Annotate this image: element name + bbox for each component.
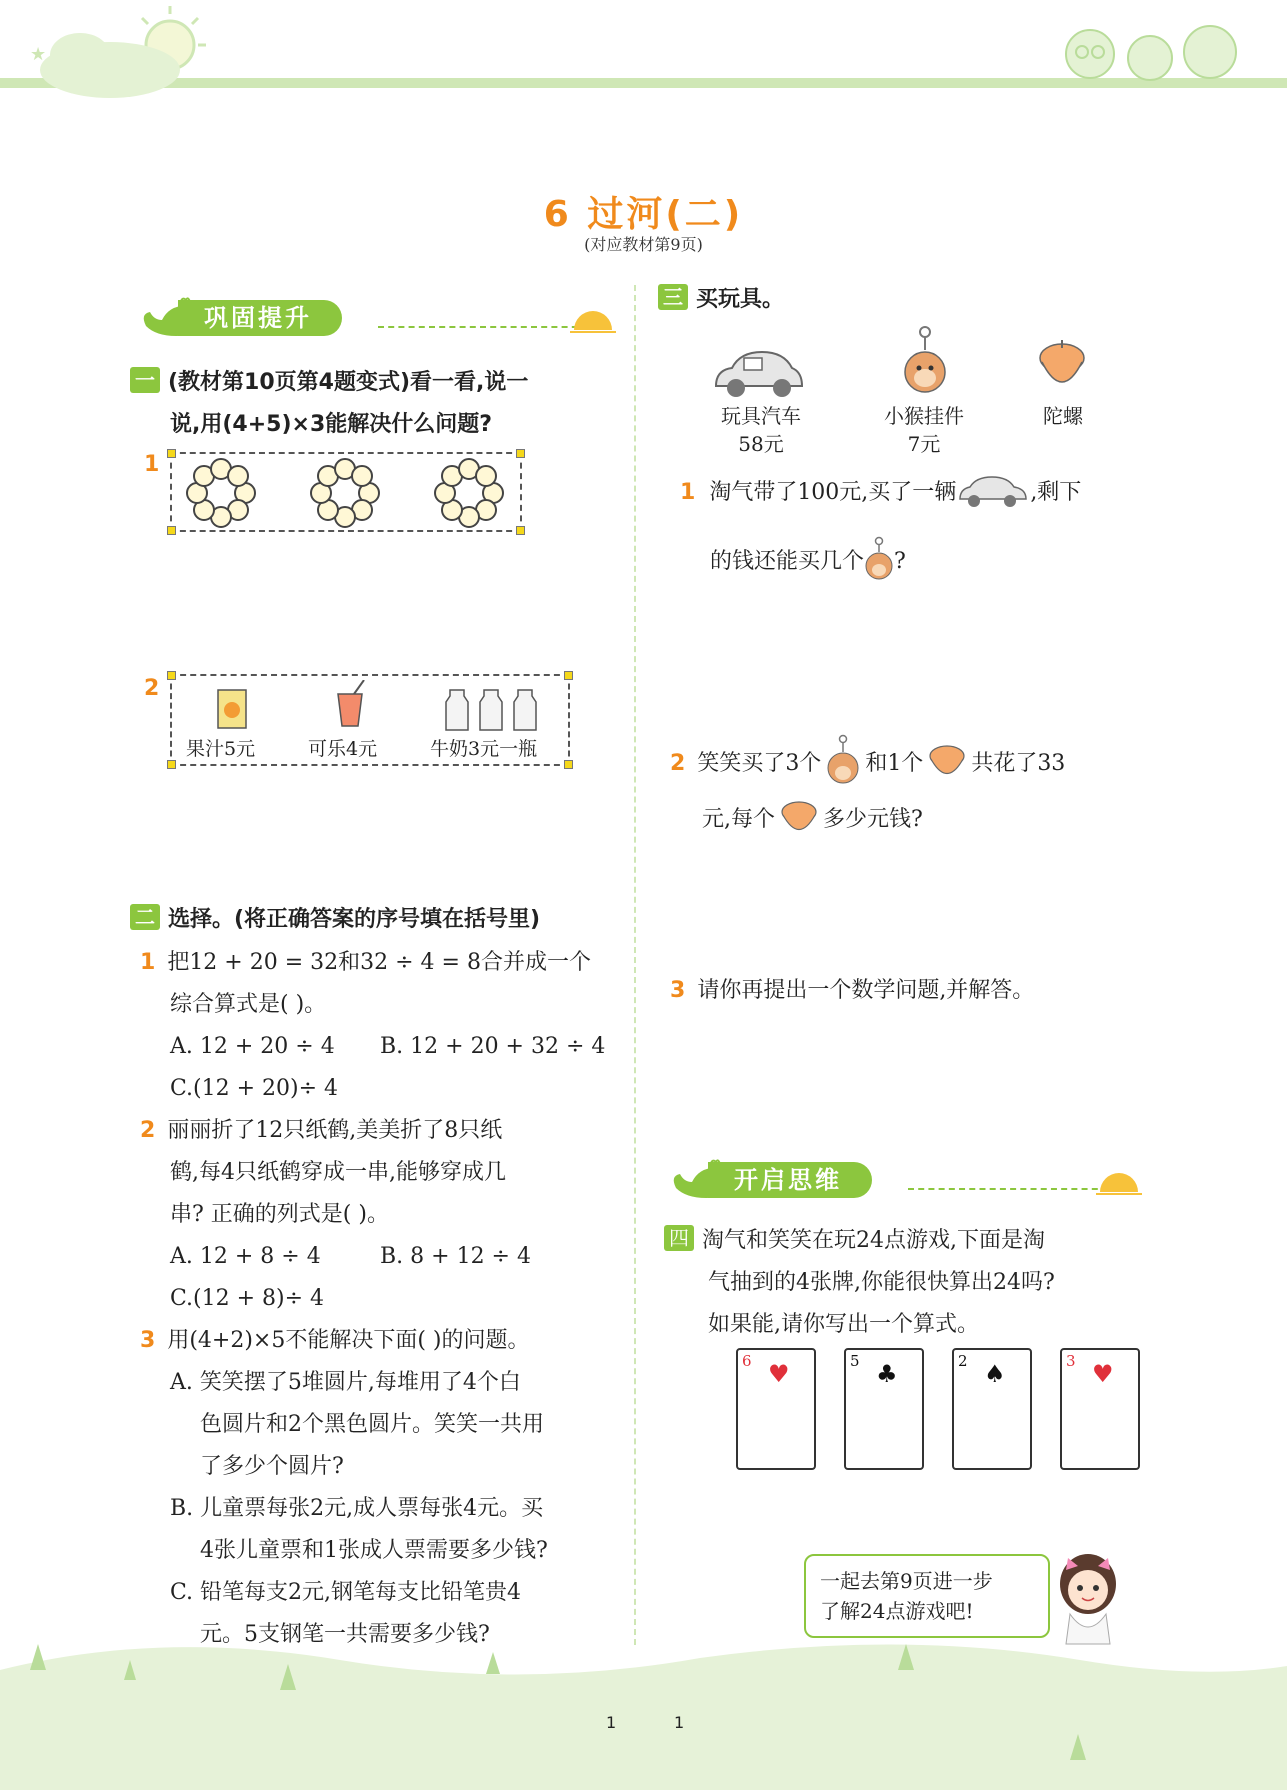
section4-line1: 淘气和笑笑在玩24点游戏,下面是淘 — [702, 1228, 1045, 1253]
q3-option-c-line2: 元。5支钢笔一共需要多少钱? — [200, 1622, 490, 1647]
section3-q2-line2 — [702, 798, 1142, 841]
section4 — [664, 1220, 1154, 1346]
circles-group-box — [170, 452, 522, 532]
banner-consolidate-label: 巩固提升 — [178, 300, 342, 336]
q3-number: 3 — [140, 1328, 156, 1353]
section3-heading-text: 买玩具。 — [696, 287, 785, 312]
drink-milk-label: 牛奶3元一瓶 — [430, 738, 538, 760]
card-suit: ♥ — [768, 1360, 790, 1388]
s3-q2-line1c: 共花了33 — [971, 751, 1066, 776]
toy-car-name: 玩具汽车 — [721, 404, 801, 428]
monkey-pendant-icon — [864, 536, 894, 582]
circle-ring — [184, 458, 254, 526]
banner-thinking — [660, 1158, 1150, 1204]
card-rank: 5 — [850, 1352, 860, 1370]
toy-car-icon — [710, 346, 806, 402]
section1-item2-number: 2 — [144, 676, 160, 701]
q2-number: 2 — [140, 1118, 156, 1143]
q3-option-a-line2: 色圆片和2个黑色圆片。笑笑一共用 — [200, 1412, 544, 1437]
drink-juice-label: 果汁5元 — [186, 738, 256, 760]
s3-q1-line1a: 淘气带了100元,买了一辆 — [709, 480, 957, 505]
q3-option-a-line3: 了多少个圆片? — [200, 1454, 344, 1479]
q2-line2: 鹤,每4只纸鹤穿成一串,能够穿成几 — [170, 1160, 506, 1185]
hint-line1: 一起去第9页进一步 — [820, 1569, 993, 1593]
circle-ring — [308, 458, 378, 526]
box-handle — [516, 526, 525, 535]
s3-q2-line2a: 元,每个 — [702, 807, 775, 832]
svg-text:★: ★ — [30, 44, 47, 65]
monkey-pendant-name: 小猴挂件 — [884, 404, 964, 428]
counter-circle — [227, 465, 249, 487]
card-rank: 6 — [742, 1352, 752, 1370]
monkey-pendant-icon — [825, 734, 861, 786]
card-suit: ♥ — [1092, 1360, 1114, 1388]
s3-q1-line2b: ? — [894, 549, 906, 574]
q1-option-c: C.(12 + 20)÷ 4 — [170, 1076, 339, 1101]
sunset-icon — [570, 304, 616, 334]
box-handle — [167, 526, 176, 535]
column-divider — [634, 285, 636, 1645]
circle-ring — [432, 458, 502, 526]
playing-card — [1060, 1348, 1140, 1470]
section2-heading-text: 选择。(将正确答案的序号填在括号里) — [168, 907, 541, 932]
section3-heading — [658, 282, 784, 318]
spinning-top-name: 陀螺 — [1043, 404, 1083, 428]
s3-q2-number: 2 — [670, 751, 686, 776]
toy-car-icon — [956, 473, 1030, 509]
hint-line2: 了解24点游戏吧! — [820, 1599, 974, 1623]
q1-line2: 综合算式是( )。 — [170, 992, 327, 1017]
drink-cola-label: 可乐4元 — [308, 738, 378, 760]
q1-number: 1 — [140, 950, 156, 975]
s3-q1-number: 1 — [680, 480, 696, 505]
section1-heading — [130, 362, 620, 446]
q2-option-a: A. 12 + 8 ÷ 4 — [170, 1244, 321, 1269]
section3-q1 — [680, 472, 1150, 514]
sunset-icon — [1096, 1166, 1142, 1196]
counter-circle — [351, 465, 373, 487]
spinning-top-icon — [927, 742, 967, 782]
section3-q2 — [670, 734, 1150, 786]
milk-bottles-icon — [444, 680, 544, 732]
page-number-left: 1 — [606, 1713, 617, 1732]
box-handle — [167, 449, 176, 458]
q2-line3: 串? 正确的列式是( )。 — [170, 1202, 389, 1227]
s3-q2-line2b: 多少元钱? — [823, 807, 923, 832]
section2-questions — [140, 942, 620, 1656]
s3-q3-text: 请你再提出一个数学问题,并解答。 — [697, 978, 1035, 1003]
section4-line2: 气抽到的4张牌,你能很快算出24吗? — [708, 1270, 1055, 1295]
toy-car-price: 58元 — [738, 432, 784, 456]
s3-q1-line2a: 的钱还能买几个 — [710, 549, 865, 574]
q1-option-b: B. 12 + 20 + 32 ÷ 4 — [380, 1034, 606, 1059]
card-rank: 3 — [1066, 1352, 1076, 1370]
q2-line1: 丽丽折了12只纸鹤,美美折了8只纸 — [167, 1118, 503, 1143]
card-rank: 2 — [958, 1352, 968, 1370]
playing-card — [736, 1348, 816, 1470]
q2-option-c: C.(12 + 8)÷ 4 — [170, 1286, 325, 1311]
q1-line1: 把12 + 20 = 32和32 ÷ 4 = 8合并成一个 — [167, 950, 591, 975]
box-handle — [564, 671, 573, 680]
s3-q2-line1b: 和1个 — [865, 751, 924, 776]
box-handle — [167, 671, 176, 680]
q3-option-c-line1: C. 铅笔每支2元,钢笔每支比铅笔贵4 — [170, 1580, 522, 1605]
counter-circle — [475, 465, 497, 487]
section3-q1-line2 — [710, 536, 1150, 583]
q3-line1: 用(4+2)×5不能解决下面( )的问题。 — [167, 1328, 530, 1353]
section1-icon: 一 — [130, 367, 160, 393]
section1-line1: (教材第10页第4题变式)看一看,说一 — [168, 370, 529, 395]
card-suit: ♣ — [876, 1360, 898, 1388]
banner-dash-line — [378, 326, 588, 328]
q1-option-a: A. 12 + 20 ÷ 4 — [170, 1034, 335, 1059]
monkey-pendant-icon — [900, 324, 950, 400]
box-handle — [167, 760, 176, 769]
page-number-right: 1 — [674, 1713, 685, 1732]
section3-q3 — [670, 970, 1150, 1012]
sun-cloud-icon — [20, 0, 210, 110]
spinning-top-icon — [779, 798, 819, 838]
cola-cup-icon — [330, 680, 370, 730]
section1-item1-number: 1 — [144, 452, 160, 477]
section1-line2: 说,用(4+5)×3能解决什么问题? — [170, 412, 493, 437]
monkey-pendant-price: 7元 — [907, 432, 941, 456]
s3-q1-line1b: ,剩下 — [1030, 480, 1082, 505]
section4-line3: 如果能,请你写出一个算式。 — [708, 1312, 979, 1337]
section2-icon: 二 — [130, 904, 160, 930]
drinks-box — [170, 674, 570, 766]
monkey-pendant-label — [866, 402, 982, 458]
playing-card — [844, 1348, 924, 1470]
banner-thinking-label: 开启思维 — [708, 1162, 872, 1198]
juice-box-icon — [212, 684, 252, 730]
q2-option-b: B. 8 + 12 ÷ 4 — [380, 1244, 531, 1269]
q3-option-a-line1: A. 笑笑摆了5堆圆片,每堆用了4个白 — [170, 1370, 521, 1395]
toy-car-label — [706, 402, 816, 458]
s3-q2-line1a: 笑笑买了3个 — [697, 751, 822, 776]
banner-consolidate — [130, 296, 620, 342]
footer-hills — [0, 1630, 1287, 1790]
s3-q3-number: 3 — [670, 978, 686, 1003]
spinning-top-label — [1018, 402, 1108, 430]
box-handle — [516, 449, 525, 458]
banner-dash-line — [908, 1188, 1108, 1190]
page-subtitle: (对应教材第9页) — [584, 235, 703, 254]
section2-heading — [130, 900, 540, 940]
playing-card — [952, 1348, 1032, 1470]
q3-option-b-line1: B. 儿童票每张2元,成人票每张4元。买 — [170, 1496, 544, 1521]
section4-icon: 四 — [664, 1225, 694, 1251]
hint-bubble — [804, 1554, 1050, 1638]
spinning-top-icon — [1036, 336, 1088, 394]
section3-icon: 三 — [658, 284, 688, 310]
animal-friends-icon — [1050, 14, 1250, 84]
q3-option-b-line2: 4张儿童票和1张成人票需要多少钱? — [200, 1538, 548, 1563]
page-title: 6 过河(二) — [543, 194, 744, 235]
box-handle — [564, 760, 573, 769]
card-suit: ♠ — [984, 1360, 1006, 1388]
